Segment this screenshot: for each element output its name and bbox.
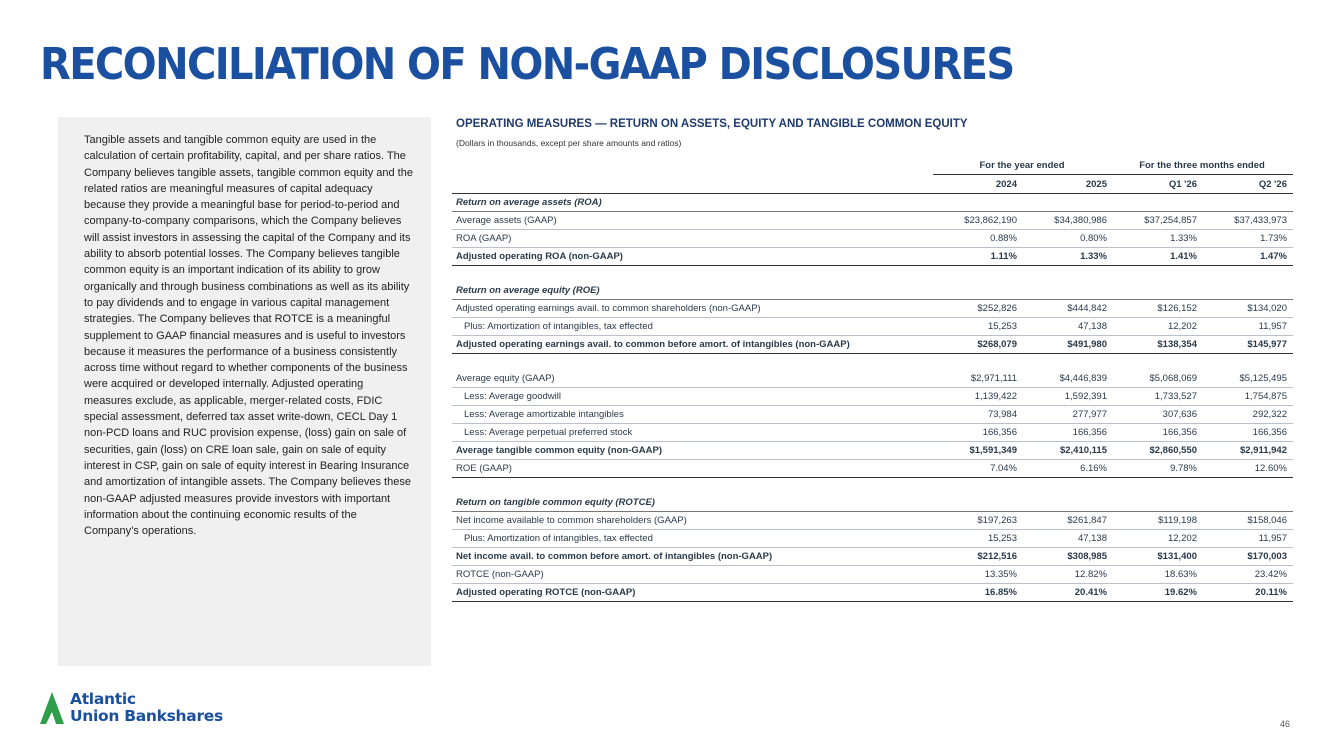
cell-value: 292,322 [1203,406,1293,424]
row-label: Plus: Amortization of intangibles, tax effected [452,530,933,548]
logo-line-2: Union Bankshares [70,707,223,725]
table-row [452,442,1293,460]
cell-value: $138,354 [1113,336,1203,354]
cell-value: 1.33% [1113,230,1203,248]
cell-value: $23,862,190 [933,212,1023,230]
column-header: 2025 [1023,175,1113,194]
cell-value: $444,842 [1023,300,1113,318]
row-label: Net income available to common shareholders (GAAP) [452,512,933,530]
cell-value: 9.78% [1113,460,1203,478]
cell-value: 1,592,391 [1023,388,1113,406]
column-header-row [452,175,1293,194]
explanation-panel [58,117,431,666]
cell-value: $131,400 [1113,548,1203,566]
column-header: 2024 [933,175,1023,194]
column-header: Q2 '26 [1203,175,1293,194]
table-row [452,584,1293,602]
cell-value: $197,263 [933,512,1023,530]
column-header: Q1 '26 [1113,175,1203,194]
row-label: Less: Average goodwill [452,388,933,406]
table-row [452,248,1293,266]
page-title: RECONCILIATION OF NON-GAAP DISCLOSURES [40,40,1014,90]
row-label: Average equity (GAAP) [452,370,933,388]
cell-value: $134,020 [1203,300,1293,318]
cell-value: 1,733,527 [1113,388,1203,406]
cell-value: 307,636 [1113,406,1203,424]
table-row [452,212,1293,230]
cell-value: 47,138 [1023,530,1113,548]
cell-value: $37,433,973 [1203,212,1293,230]
spacer-row [452,354,1293,371]
row-label: Plus: Amortization of intangibles, tax effected [452,318,933,336]
cell-value: $2,410,115 [1023,442,1113,460]
group-header-year: For the year ended [933,156,1113,175]
table-row [452,566,1293,584]
logo-line-1: Atlantic [70,690,136,708]
cell-value: 13.35% [933,566,1023,584]
section-heading-label: Return on average equity (ROE) [452,282,1293,300]
table-row [452,318,1293,336]
cell-value: $268,079 [933,336,1023,354]
cell-value: $308,985 [1023,548,1113,566]
cell-value: $1,591,349 [933,442,1023,460]
cell-value: $145,977 [1203,336,1293,354]
section-heading-roa [452,194,1293,212]
cell-value: $119,198 [1113,512,1203,530]
table-row [452,230,1293,248]
section-heading-rotce [452,494,1293,512]
cell-value: 1.41% [1113,248,1203,266]
cell-value: $5,125,495 [1203,370,1293,388]
cell-value: $252,826 [933,300,1023,318]
cell-value: $158,046 [1203,512,1293,530]
row-label: Less: Average amortizable intangibles [452,406,933,424]
cell-value: 1.73% [1203,230,1293,248]
cell-value: $126,152 [1113,300,1203,318]
cell-value: 16.85% [933,584,1023,602]
table-subtitle: (Dollars in thousands, except per share amounts and ratios) [456,138,682,148]
cell-value: 166,356 [1203,424,1293,442]
row-label: Less: Average perpetual preferred stock [452,424,933,442]
cell-value: 1,754,875 [1203,388,1293,406]
table-row [452,530,1293,548]
cell-value: 12,202 [1113,318,1203,336]
row-label: Average assets (GAAP) [452,212,933,230]
row-label: ROE (GAAP) [452,460,933,478]
cell-value: 11,957 [1203,530,1293,548]
cell-value: 166,356 [933,424,1023,442]
table-row [452,424,1293,442]
section-heading-label: Return on tangible common equity (ROTCE) [452,494,1293,512]
table-row [452,460,1293,478]
cell-value: 166,356 [1023,424,1113,442]
cell-value: $261,847 [1023,512,1113,530]
table-row [452,512,1293,530]
table-row [452,406,1293,424]
row-label: Average tangible common equity (non-GAAP) [452,442,933,460]
table-row [452,336,1293,354]
cell-value: 18.63% [1113,566,1203,584]
cell-value: $37,254,857 [1113,212,1203,230]
row-label: Adjusted operating ROA (non-GAAP) [452,248,933,266]
logo-mark-icon [38,690,66,726]
cell-value: $4,446,839 [1023,370,1113,388]
table-title: OPERATING MEASURES — RETURN ON ASSETS, EQUITY AND TANGIBLE COMMON EQUITY [456,118,968,130]
logo-wordmark [70,691,223,725]
cell-value: 0.88% [933,230,1023,248]
cell-value: $2,911,942 [1203,442,1293,460]
company-logo [38,690,223,726]
group-header-row [452,156,1293,175]
row-label: Net income avail. to common before amort. of intangibles (non-GAAP) [452,548,933,566]
cell-value: 19.62% [1113,584,1203,602]
table-row [452,388,1293,406]
cell-value: $2,971,111 [933,370,1023,388]
cell-value: 1.33% [1023,248,1113,266]
cell-value: 47,138 [1023,318,1113,336]
cell-value: 12,202 [1113,530,1203,548]
cell-value: 6.16% [1023,460,1113,478]
cell-value: $5,068,069 [1113,370,1203,388]
cell-value: $2,860,550 [1113,442,1203,460]
cell-value: 12.60% [1203,460,1293,478]
cell-value: 0.80% [1023,230,1113,248]
cell-value: 15,253 [933,530,1023,548]
row-label: ROA (GAAP) [452,230,933,248]
group-header-quarter: For the three months ended [1113,156,1293,175]
explanation-text: Tangible assets and tangible common equity are used in the calculation of certain profitability, capital, and per share ratios. The Company believes tangible assets, tangible common equity and the related ratios are meaningful measures of capital adequacy because they provide a meaningful base for period-to-period and company-to-company comparisons, which the Company believes will assist investors in assessing the capital of the Company and its ability to absorb potential losses. The Company believes tangible common equity is an important indication of its ability to grow organically and through business combinations as well as its ability to pay dividends and to engage in various capital management strategies. The Company believes that ROTCE is a meaningful supplement to GAAP financial measures and is useful to investors because it measures the performance of a business consistently across time without regard to whether components of the business were acquired or developed internally. Adjusted operating measures exclude, as applicable, merger-related costs, FDIC special assessment, deferred tax asset write-down, CECL Day 1 non-PCD loans and RUC provision expense, (loss) gain on sale of securities, gain (loss) on CRE loan sale, gain on sale of equity interest in CSP, gain on sale of equity interest in Bearing Insurance and amortization of intangible assets. The Company believes these non-GAAP adjusted measures provide investors with important information about the continuing economic results of the Company’s operations. [84,134,413,538]
cell-value: $212,516 [933,548,1023,566]
cell-value: 73,984 [933,406,1023,424]
section-heading-roe [452,282,1293,300]
cell-value: 20.11% [1203,584,1293,602]
cell-value: 1,139,422 [933,388,1023,406]
page-number: 46 [1280,719,1291,729]
reconciliation-table [452,156,1293,602]
row-label: ROTCE (non-GAAP) [452,566,933,584]
cell-value: 20.41% [1023,584,1113,602]
cell-value: $34,380,986 [1023,212,1113,230]
cell-value: 1.47% [1203,248,1293,266]
cell-value: 12.82% [1023,566,1113,584]
cell-value: 277,977 [1023,406,1113,424]
row-label: Adjusted operating earnings avail. to common before amort. of intangibles (non-GAAP) [452,336,933,354]
row-label: Adjusted operating ROTCE (non-GAAP) [452,584,933,602]
cell-value: 7.04% [933,460,1023,478]
table-row [452,548,1293,566]
cell-value: 166,356 [1113,424,1203,442]
table-row [452,300,1293,318]
cell-value: $491,980 [1023,336,1113,354]
cell-value: 1.11% [933,248,1023,266]
spacer-row [452,478,1293,495]
cell-value: 15,253 [933,318,1023,336]
row-label: Adjusted operating earnings avail. to common shareholders (non-GAAP) [452,300,933,318]
cell-value: 11,957 [1203,318,1293,336]
cell-value: 23.42% [1203,566,1293,584]
section-heading-label: Return on average assets (ROA) [452,194,1293,212]
cell-value: $170,003 [1203,548,1293,566]
table-row [452,370,1293,388]
spacer-row [452,266,1293,283]
